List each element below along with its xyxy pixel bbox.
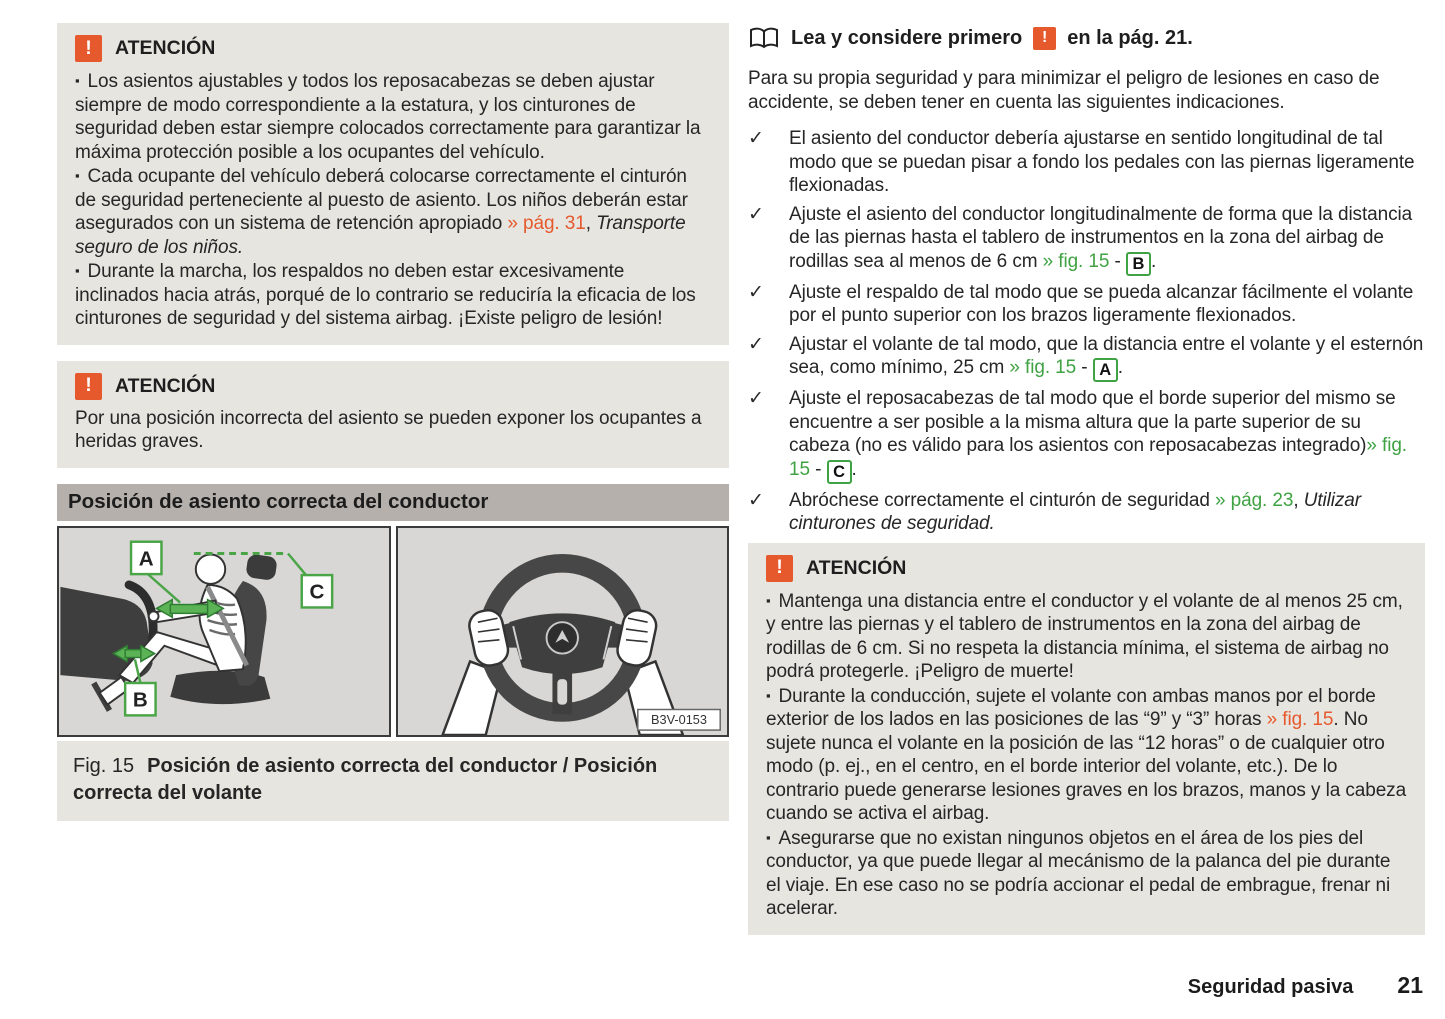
- check-icon: ✓: [748, 281, 764, 303]
- bullet-icon: ▪: [766, 592, 771, 608]
- page-footer: [748, 972, 1425, 999]
- figure-15: [57, 526, 729, 737]
- text-run: Cada ocupante del vehículo deberá colocarse correctamente el cinturón de seguridad perteneciente al puesto de asiento. Los niños deberán estar asegurados con un sistema de retención apropiado: [75, 166, 688, 234]
- checklist-item: [748, 489, 1425, 536]
- warning-icon: !: [75, 373, 102, 400]
- warning-box-steering: [748, 543, 1425, 935]
- link-fig-15-warning[interactable]: » fig. 15: [1266, 709, 1334, 730]
- intro-paragraph: Para su propia seguridad y para minimizar el peligro de lesiones en caso de accidente, se deben tener en cuenta las siguientes indicaciones.: [748, 68, 1380, 113]
- text-run: Por una posición incorrecta del asiento se pueden exponer los ocupantes a heridas graves.: [75, 407, 702, 452]
- warning-title: ATENCIÓN: [806, 556, 907, 579]
- bullet-icon: ▪: [75, 73, 80, 88]
- text-run: Durante la conducción, sujete el volante con ambas manos por el borde exterior de los lados en las posiciones de las “9” y “3” horas: [766, 685, 1376, 730]
- bullet-icon: ▪: [75, 168, 80, 183]
- note-text-1: Lea y considere primero: [791, 26, 1023, 49]
- footer-page-number: 21: [1397, 972, 1423, 998]
- bullet-icon: ▪: [75, 263, 80, 278]
- text-run: .: [851, 458, 857, 480]
- text-run-italic: Transporte seguro de los niños.: [75, 213, 686, 258]
- text-run: . No sujete nunca el volante en la posición de las “12 horas” o de cualquier otro modo (p. ej., en el centro, en el borde interior del volante, etc.). De lo contrario puede generarse lesiones graves en los brazos, manos y la cabeza cuando se activa el airbag.: [766, 709, 1407, 824]
- steering-wheel-diagram: [398, 528, 728, 735]
- warning-item: [766, 826, 1407, 921]
- text-run: -: [809, 458, 827, 480]
- section-header: [57, 484, 729, 521]
- text-run: Ajuste el asiento del conductor longitudinalmente de forma que la distancia de las piernas hasta el tablero de instrumentos en la zona del airbag de rodillas sea al menos de 6 cm: [789, 203, 1413, 272]
- text-run: Ajustar el volante de tal modo, que la distancia entre el volante y el esternón sea, como mínimo, 25 cm: [789, 333, 1424, 378]
- check-icon: ✓: [748, 203, 764, 225]
- driver-head: [196, 554, 225, 583]
- note-text-2: en la pág. 21.: [1067, 26, 1193, 49]
- figure-seat-position: [57, 526, 391, 737]
- checklist-text: [789, 203, 1425, 276]
- warning-item: [75, 164, 711, 259]
- check-icon: ✓: [748, 489, 764, 511]
- text-run: -: [1109, 250, 1126, 272]
- link-pag-31[interactable]: » pág. 31: [507, 213, 586, 234]
- text-run: Durante la marcha, los respaldos no deben estar excesivamente inclinados hacia atrás, porqué de lo contrario se reduciría la eficacia de los cinturones de seguridad y del sistema airbag. ¡Existe peligro de lesión!: [75, 261, 696, 329]
- wheel-spoke-cutout: [557, 679, 567, 705]
- figure-ref-box-a: A: [1093, 358, 1118, 382]
- text-run: El asiento del conductor debería ajustarse en sentido longitudinal de tal modo que se puedan pisar a fondo los pedales con las piernas ligeramente flexionadas.: [789, 128, 1415, 196]
- left-column: [57, 23, 729, 821]
- figure-label-b: B: [132, 688, 148, 712]
- text-run: ,: [1293, 489, 1304, 511]
- text-run: Los asientos ajustables y todos los reposacabezas se deben ajustar siempre de modo correspondiente a la estatura, y los cinturones de seguridad deben estar siempre colocados correctamente para garantizar la máxima protección posible a los ocupantes del vehículo.: [75, 71, 701, 163]
- text-run: Ajuste el reposacabezas de tal modo que el borde superior del mismo se encuentre a ser posible a la misma altura que la parte superior de su cabeza (no es válido para los asientos con reposacabezas integrado): [789, 388, 1396, 456]
- text-run: -: [1076, 357, 1093, 378]
- checklist-item: [748, 281, 1425, 328]
- warning-item: [766, 684, 1407, 826]
- figure-ref-box-c: C: [827, 460, 852, 484]
- checklist-item: [748, 203, 1425, 276]
- warning-header: [75, 373, 711, 400]
- footer-section-title: Seguridad pasiva: [1187, 976, 1354, 998]
- bullet-icon: ▪: [766, 829, 771, 845]
- warning-item: [766, 589, 1407, 684]
- text-run-italic: Utilizar cinturones de seguridad.: [789, 489, 1361, 534]
- text-run: Ajuste el respaldo de tal modo que se pueda alcanzar fácilmente el volante por el punto superior con los brazos ligeramente flexionados.: [789, 281, 1414, 326]
- image-code: B3V-0153: [650, 711, 707, 727]
- warning-item: [75, 407, 711, 454]
- seat-position-diagram: [59, 528, 389, 735]
- checklist-text: [789, 489, 1425, 536]
- checklist-text: [789, 387, 1425, 484]
- text-run: Asegurarse que no existan ningunos objetos en el área de los pies del conductor, ya que puede llegar al mecánismo de la palanca del pie durante el viaje. En ese caso no se podría accionar el pedal de embrague, frenar ni acelerar.: [766, 827, 1391, 919]
- figure-caption-number: Fig. 15: [73, 754, 135, 777]
- right-column: [748, 26, 1425, 935]
- warning-title: ATENCIÓN: [115, 374, 216, 397]
- figure-caption: [57, 741, 729, 821]
- checklist-item: [748, 127, 1425, 198]
- warning-icon: !: [75, 35, 102, 62]
- section-header-label: Posición de asiento correcta del conductor: [68, 490, 489, 513]
- warning-item: [75, 259, 711, 331]
- figure-label-c: C: [309, 580, 325, 604]
- warning-title: ATENCIÓN: [115, 37, 216, 59]
- warning-header: [766, 555, 1407, 582]
- text-run: Mantenga una distancia entre el conductor y el volante de al menos 25 cm, y entre las piernas y el tablero de instrumentos en la zona del airbag de rodillas de 6 cm. Si no respeta la distancia mínima, el sistema de airbag no podrá protegerle. ¡Peligro de muerte!: [766, 590, 1403, 682]
- link-pag-23[interactable]: » pág. 23: [1215, 489, 1294, 511]
- read-first-note: [748, 26, 1425, 50]
- link-fig-15[interactable]: » fig. 15: [1042, 250, 1110, 272]
- checklist-item: [748, 387, 1425, 484]
- figure-steering-wheel: [396, 526, 730, 737]
- warning-box-position: [57, 361, 729, 468]
- warning-box-seats: [57, 23, 729, 345]
- text-run: .: [1117, 357, 1123, 378]
- figure-ref-box-b: B: [1126, 252, 1151, 276]
- checklist-text: [789, 281, 1425, 328]
- driver-hand: [149, 611, 159, 621]
- text-run: ,: [585, 213, 597, 234]
- check-icon: ✓: [748, 333, 764, 355]
- text-run: Abróchese correctamente el cinturón de seguridad: [789, 489, 1216, 511]
- warning-item: [75, 69, 711, 164]
- checklist-text: [789, 127, 1425, 198]
- figure-caption-text: Posición de asiento correcta del conductor / Posición correcta del volante: [73, 754, 658, 804]
- link-fig-15[interactable]: » fig. 15: [789, 435, 1407, 480]
- warning-header: [75, 35, 711, 62]
- link-fig-15[interactable]: » fig. 15: [1009, 357, 1077, 378]
- book-icon: [748, 26, 780, 50]
- checklist-item: [748, 333, 1425, 383]
- text-run: .: [1150, 250, 1157, 272]
- figure-label-a: A: [138, 546, 154, 570]
- checklist-text: [789, 333, 1425, 383]
- check-icon: ✓: [748, 388, 764, 409]
- warning-icon-inline: !: [1033, 27, 1056, 50]
- bullet-icon: ▪: [766, 687, 771, 703]
- check-icon: ✓: [748, 128, 764, 149]
- warning-icon: !: [766, 555, 793, 582]
